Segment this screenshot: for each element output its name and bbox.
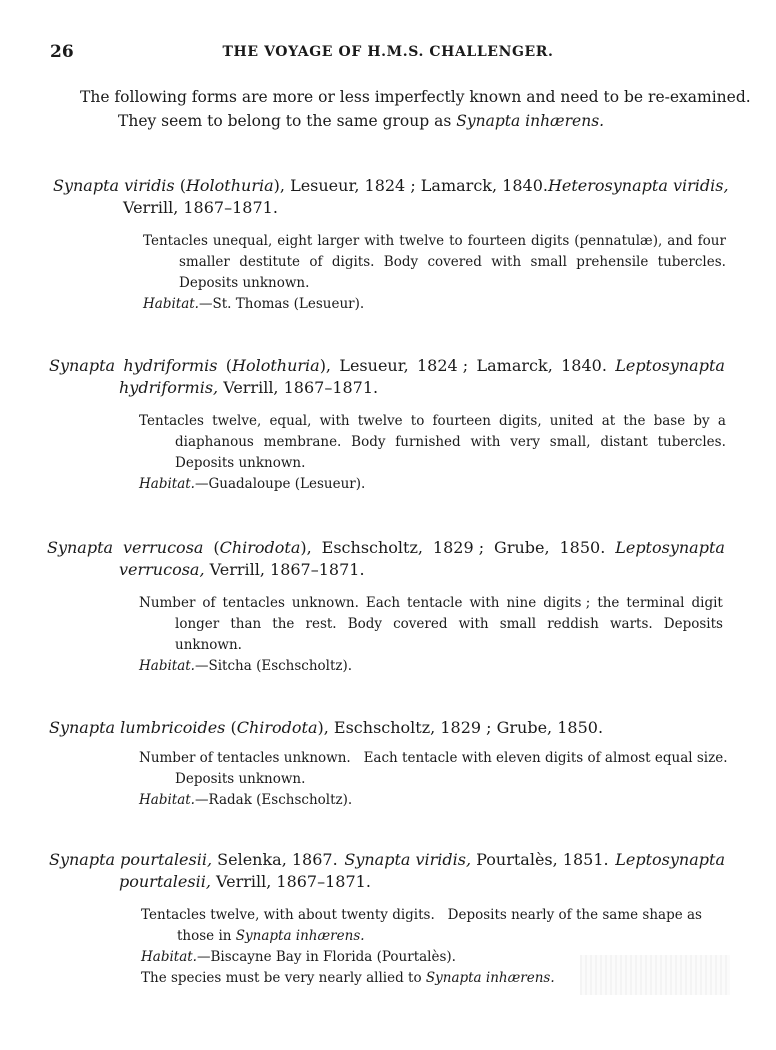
scan-bleed-through xyxy=(580,955,730,995)
entry-5-note: The species must be very nearly allied to Synapta inhærens. xyxy=(141,970,555,986)
entry-3-body-line-1: Number of tentacles unknown. Each tentacle with nine digits ; the terminal digit xyxy=(139,595,723,611)
entry-1-body-line-1: Tentacles unequal, eight larger with twelve to fourteen digits (pennatulæ), and four xyxy=(143,233,726,249)
entry-5-body-line-1: Tentacles twelve, with about twenty digits. Deposits nearly of the same shape as xyxy=(141,907,702,923)
entry-1-body-line-2: smaller destitute of digits. Body covered with small prehensile tubercles. xyxy=(179,254,726,270)
entry-2-body-line-3: Deposits unknown. xyxy=(175,455,306,471)
entry-3-heading-line-2: verrucosa, Verrill, 1867–1871. xyxy=(119,560,365,579)
entry-2-habitat: Habitat.—Guadaloupe (Lesueur). xyxy=(139,476,366,492)
entry-3-habitat: Habitat.—Sitcha (Eschscholtz). xyxy=(139,658,353,674)
entry-5-heading-line-2: pourtalesii, Verrill, 1867–1871. xyxy=(119,872,371,891)
entry-2-body-line-1: Tentacles twelve, equal, with twelve to fourteen digits, united at the base by a xyxy=(139,413,726,429)
intro-line-1: The following forms are more or less imperfectly known and need to be re-examined. xyxy=(80,88,751,106)
entry-5-body-line-2: those in Synapta inhærens. xyxy=(177,928,365,944)
entry-1-body-line-3: Deposits unknown. xyxy=(179,275,310,291)
running-title: THE VOYAGE OF H.M.S. CHALLENGER. xyxy=(222,44,554,60)
entry-2-heading-line-1: Synapta hydriformis (Holothuria), Lesueur, 1824 ; Lamarck, 1840. Leptosynapta xyxy=(49,356,725,375)
page-header xyxy=(50,42,726,64)
entry-1-heading-line-1: Synapta viridis (Holothuria), Lesueur, 1824 ; Lamarck, 1840. Heterosynapta viridis, xyxy=(53,176,729,195)
entry-2-body-line-2: diaphanous membrane. Body furnished with very small, distant tubercles. xyxy=(175,434,726,450)
entry-5-heading-line-1: Synapta pourtalesii, Selenka, 1867. Synapta viridis, Pourtalès, 1851. Leptosynapta xyxy=(49,850,725,869)
entry-4-body-line-2: Deposits unknown. xyxy=(175,771,306,787)
page-number: 26 xyxy=(50,42,74,62)
entry-3-body-line-2: longer than the rest. Body covered with small reddish warts. Deposits xyxy=(175,616,723,632)
entry-3-body-line-3: unknown. xyxy=(175,637,242,653)
entry-1-heading-line-2: Verrill, 1867–1871. xyxy=(123,198,278,217)
entry-4-body-line-1: Number of tentacles unknown. Each tentacle with eleven digits of almost equal size. xyxy=(139,750,728,766)
entry-1-habitat: Habitat.—St. Thomas (Lesueur). xyxy=(143,296,365,312)
entry-5-habitat: Habitat.—Biscayne Bay in Florida (Pourtalès). xyxy=(141,949,456,965)
intro-line-2: They seem to belong to the same group as Synapta inhærens. xyxy=(118,112,605,130)
entry-2-heading-line-2: hydriformis, Verrill, 1867–1871. xyxy=(119,378,379,397)
entry-4-habitat: Habitat.—Radak (Eschscholtz). xyxy=(139,792,353,808)
entry-3-heading-line-1: Synapta verrucosa (Chirodota), Eschscholtz, 1829 ; Grube, 1850. Leptosynapta xyxy=(47,538,725,557)
entry-4-heading-line-1: Synapta lumbricoides (Chirodota), Eschscholtz, 1829 ; Grube, 1850. xyxy=(49,718,604,737)
